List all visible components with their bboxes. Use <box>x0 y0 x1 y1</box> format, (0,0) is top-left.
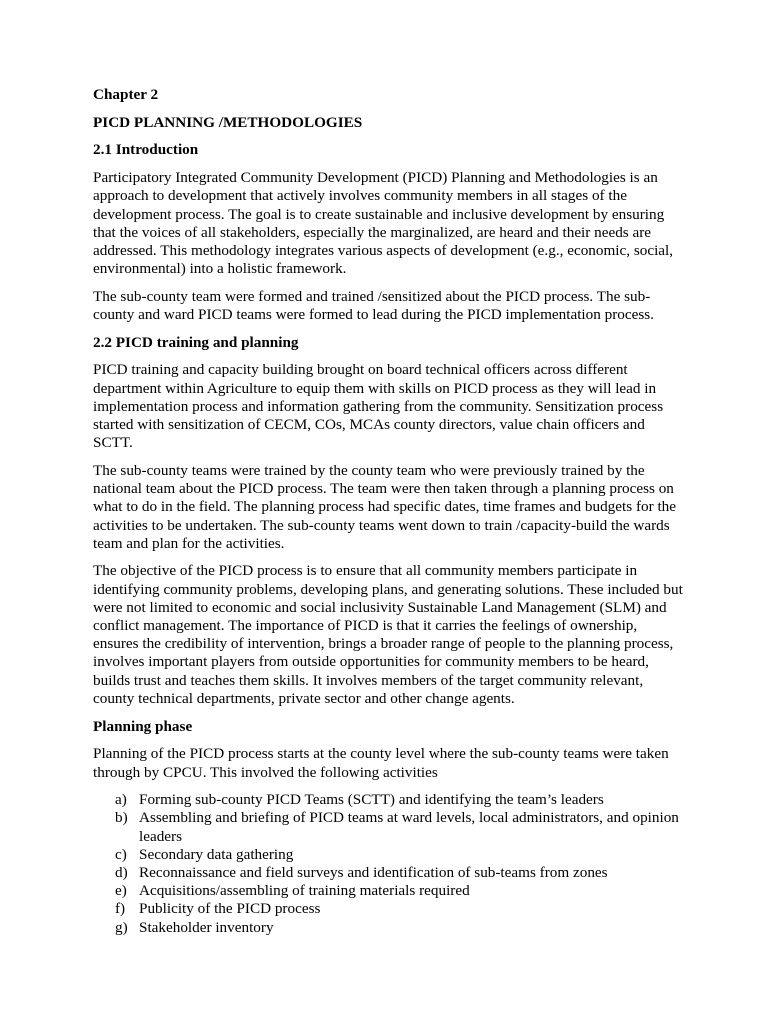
list-item-text: Acquisitions/assembling of training materials required <box>139 882 470 900</box>
list-item-text: Secondary data gathering <box>139 845 294 863</box>
list-item <box>115 791 683 809</box>
list-item-text: Publicity of the PICD process <box>139 900 321 918</box>
list-item <box>115 809 683 845</box>
section-heading: Planning phase <box>93 717 193 735</box>
chapter-title: PICD PLANNING /METHODOLOGIES <box>93 113 363 131</box>
list-item <box>115 919 683 937</box>
section-heading: 2.1 Introduction <box>93 141 199 159</box>
activities-list <box>93 791 683 937</box>
list-item <box>115 846 683 864</box>
list-item-text: Forming sub-county PICD Teams (SCTT) and identifying the team’s leaders <box>139 791 604 809</box>
list-item-text: Stakeholder inventory <box>139 918 274 936</box>
list-item-text: Assembling and briefing of PICD teams at ward levels, local administrators, and opinion leaders <box>139 809 679 845</box>
list-marker: f) <box>115 900 126 918</box>
paragraph: The sub-county teams were trained by the county team who were previously trained by the national team about the PICD process. The team were then taken through a planning process on what to do in the field. The planning process had specific dates, time frames and budgets for the activities to be undertaken. The sub-county teams went down to train /capacity-build the wards team and plan for the activities. <box>93 461 677 552</box>
list-marker: b) <box>115 809 128 827</box>
list-item <box>115 882 683 900</box>
chapter-label: Chapter 2 <box>93 86 159 103</box>
paragraph: PICD training and capacity building brought on board technical officers across different department within Agriculture to equip them with skills on PICD process as they will lead in implementation process and information gathering from the community. Sensitization process started with sensitization of CECM, COs, MCAs county directors, value chain officers and SCTT. <box>93 361 664 452</box>
list-item-text: Reconnaissance and field surveys and identification of sub-teams from zones <box>139 864 608 882</box>
list-marker: g) <box>115 918 128 936</box>
list-marker: a) <box>115 791 127 809</box>
section-planning-phase <box>93 718 683 782</box>
list-marker: e) <box>115 882 127 900</box>
section-heading: 2.2 PICD training and planning <box>93 333 299 351</box>
section-training-planning <box>93 334 683 708</box>
paragraph: Participatory Integrated Community Development (PICD) Planning and Methodologies is an approach to development that actively involves community members in all stages of the development process. The goal is to create sustainable and inclusive development by ensuring that the voices of all stakeholders, especially the marginalized, are heard and their needs are addressed. This methodology integrates various aspects of development (e.g., economic, social, environmental) into a holistic framework. <box>93 169 674 278</box>
paragraph: The sub-county team were formed and trained /sensitized about the PICD process. The sub-county and ward PICD teams were formed to lead during the PICD implementation process. <box>93 287 654 324</box>
list-item <box>115 900 683 918</box>
paragraph: The objective of the PICD process is to ensure that all community members participate in identifying community problems, developing plans, and generating solutions. These included but were not limited to economic and social inclusivity Sustainable Land Management (SLM) and conflict management. The importance of PICD is that it carries the feelings of ownership, ensures the credibility of intervention, brings a broader range of people to the planning process, involves important players from outside opportunities for community members to be heard, builds trust and teaches them skills. It involves members of the target community relevant, county technical departments, private sector and other change agents. <box>93 562 683 707</box>
list-item <box>115 864 683 882</box>
document-page <box>93 86 683 937</box>
section-introduction <box>93 141 683 324</box>
list-marker: c) <box>115 845 127 863</box>
list-marker: d) <box>115 864 128 882</box>
paragraph: Planning of the PICD process starts at the county level where the sub-county teams were taken through by CPCU. This involved the following activities <box>93 745 669 781</box>
